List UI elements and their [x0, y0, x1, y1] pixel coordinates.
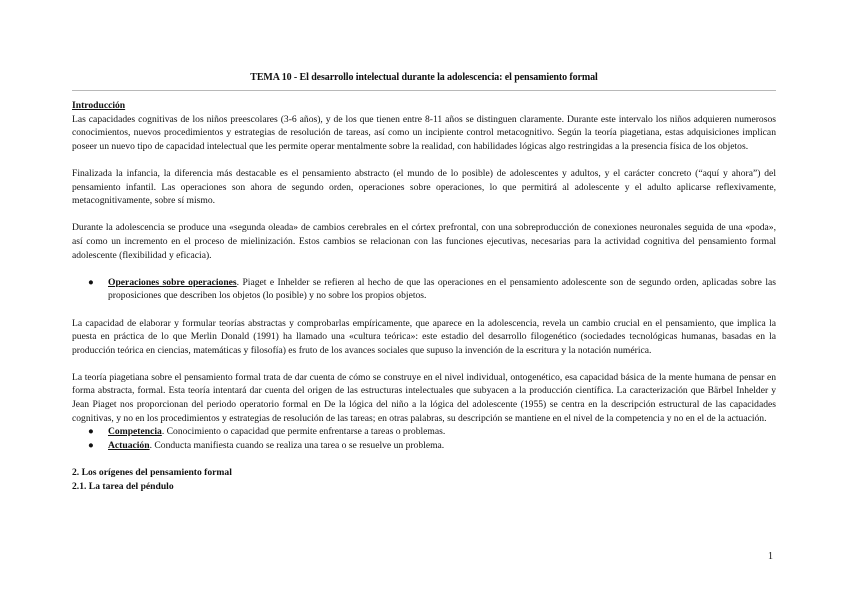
bullet-dot: ● — [88, 439, 94, 451]
spacer — [72, 153, 776, 167]
section-heading-2-1: 2.1. La tarea del péndulo — [72, 480, 174, 492]
section-heading-2: 2. Los orígenes del pensamiento formal — [72, 467, 232, 479]
bullet-term: Competencia — [108, 426, 162, 438]
spacer — [72, 452, 776, 466]
paragraph-5: La teoría piagetiana sobre el pensamiento formal trata de dar cuenta de cómo se construye en el nivel individual, ontogenético, esa capacidad básica de la mente humana de pensar en forma abstracta, formal. Esta teoría intentará dar cuenta del origen de las estructuras intelectuales que subyacen a la producción científica. La caracterización que Bärbel Inhelder y Jean Piaget nos proporcionan del periodo operatorio formal en De la lógica del niño a la lógica del adolescente (1955) se centra en la descripción estructural de las capacidades cognitivas, y no en los procedimientos y estrategias de resolución de las tareas; en otras palabras, su descripción se mantiene en el nivel de la competencia y no en el de la actuación. — [72, 371, 776, 424]
paragraph-2: Finalizada la infancia, la diferencia más destacable es el pensamiento abstracto (el mundo de lo posible) de adolescentes y adultos, y el carácter concreto (“aquí y ahora”) del pensamiento infantil. Las operaciones son ahora de segundo orden, operaciones sobre operaciones, lo que permitirá al adolescente y el adulto aplicarse reflexivamente, metacognitivamente, sobre sí mismo. — [72, 167, 776, 207]
paragraph-1: Las capacidades cognitivas de los niños preescolares (3-6 años), y de los que tienen entre 8-11 años se distinguen claramente. Durante este intervalo los niños adquieren numerosos conocimientos, nuevos procedimientos y estrategias de resolución de tareas, así como un incipiente control metacognitivo. Según la teoría piagetiana, estas adquisiciones implican poseer un nuevo tipo de capacidad intelectual que les permite operar mentalmente sobre la realidad, con habilidades lógicas algo restringidas a la presencia física de los objetos. — [72, 113, 776, 152]
paragraph-3: Durante la adolescencia se produce una «segunda oleada» de cambios cerebrales en el córtex prefrontal, con una sobreproducción de conexiones neuronales seguida de una «poda», así como un incremento en el proceso de mielinización. Estos cambios se relacionan con las funciones ejecutivas, necesarias para la actividad cognitiva del pensamiento formal adolescente (flexibilidad y eficacia). — [72, 222, 776, 261]
bullet-list-operaciones — [72, 276, 776, 303]
bullet-item-actuacion — [72, 439, 776, 453]
bullet-term: Actuación — [108, 439, 150, 451]
paragraph-4: La capacidad de elaborar y formular teorías abstractas y comprobarlas empíricamente, que aparece en la adolescencia, revela un cambio crucial en el pensamiento, que implica la puesta en práctica de lo que Merlin Donald (1991) ha llamado una «cultura teórica»: este estadio del desarrollo filogenético (sociedades tecnológicas humanas, basadas en la producción teórica en ciencias, matemáticas y filosofía) es fruto de los avances sociales que supuso la invención de la escritura y la notación numérica. — [72, 317, 776, 356]
spacer — [72, 357, 776, 371]
spacer — [72, 262, 776, 276]
spacer — [72, 303, 776, 317]
bullet-text: . Conducta manifiesta cuando se realiza una tarea o se resuelve un problema. — [149, 439, 445, 451]
intro-heading: Introducción — [72, 100, 126, 111]
document-title: TEMA 10 - El desarrollo intelectual durante la adolescencia: el pensamiento formal — [250, 72, 598, 83]
bullet-term: Operaciones sobre operaciones — [108, 276, 237, 288]
bullet-dot: ● — [88, 276, 94, 288]
page-number: 1 — [768, 551, 773, 562]
bullet-dot: ● — [88, 426, 94, 438]
document-body — [72, 99, 776, 493]
title-divider — [72, 90, 776, 91]
bullet-item-operaciones — [72, 276, 776, 303]
bullet-list-competencia — [72, 425, 776, 452]
bullet-text: . Piaget e Inhelder se refieren al hecho de que las operaciones en el pensamiento adolescente son de segundo orden, aplicadas sobre las proposiciones que describen los objetos (lo posible) y no sobre los propios objetos. — [108, 276, 776, 302]
spacer — [72, 208, 776, 222]
bullet-item-competencia — [72, 425, 776, 439]
bullet-text: . Conocimiento o capacidad que permite enfrentarse a tareas o problemas. — [161, 426, 446, 438]
